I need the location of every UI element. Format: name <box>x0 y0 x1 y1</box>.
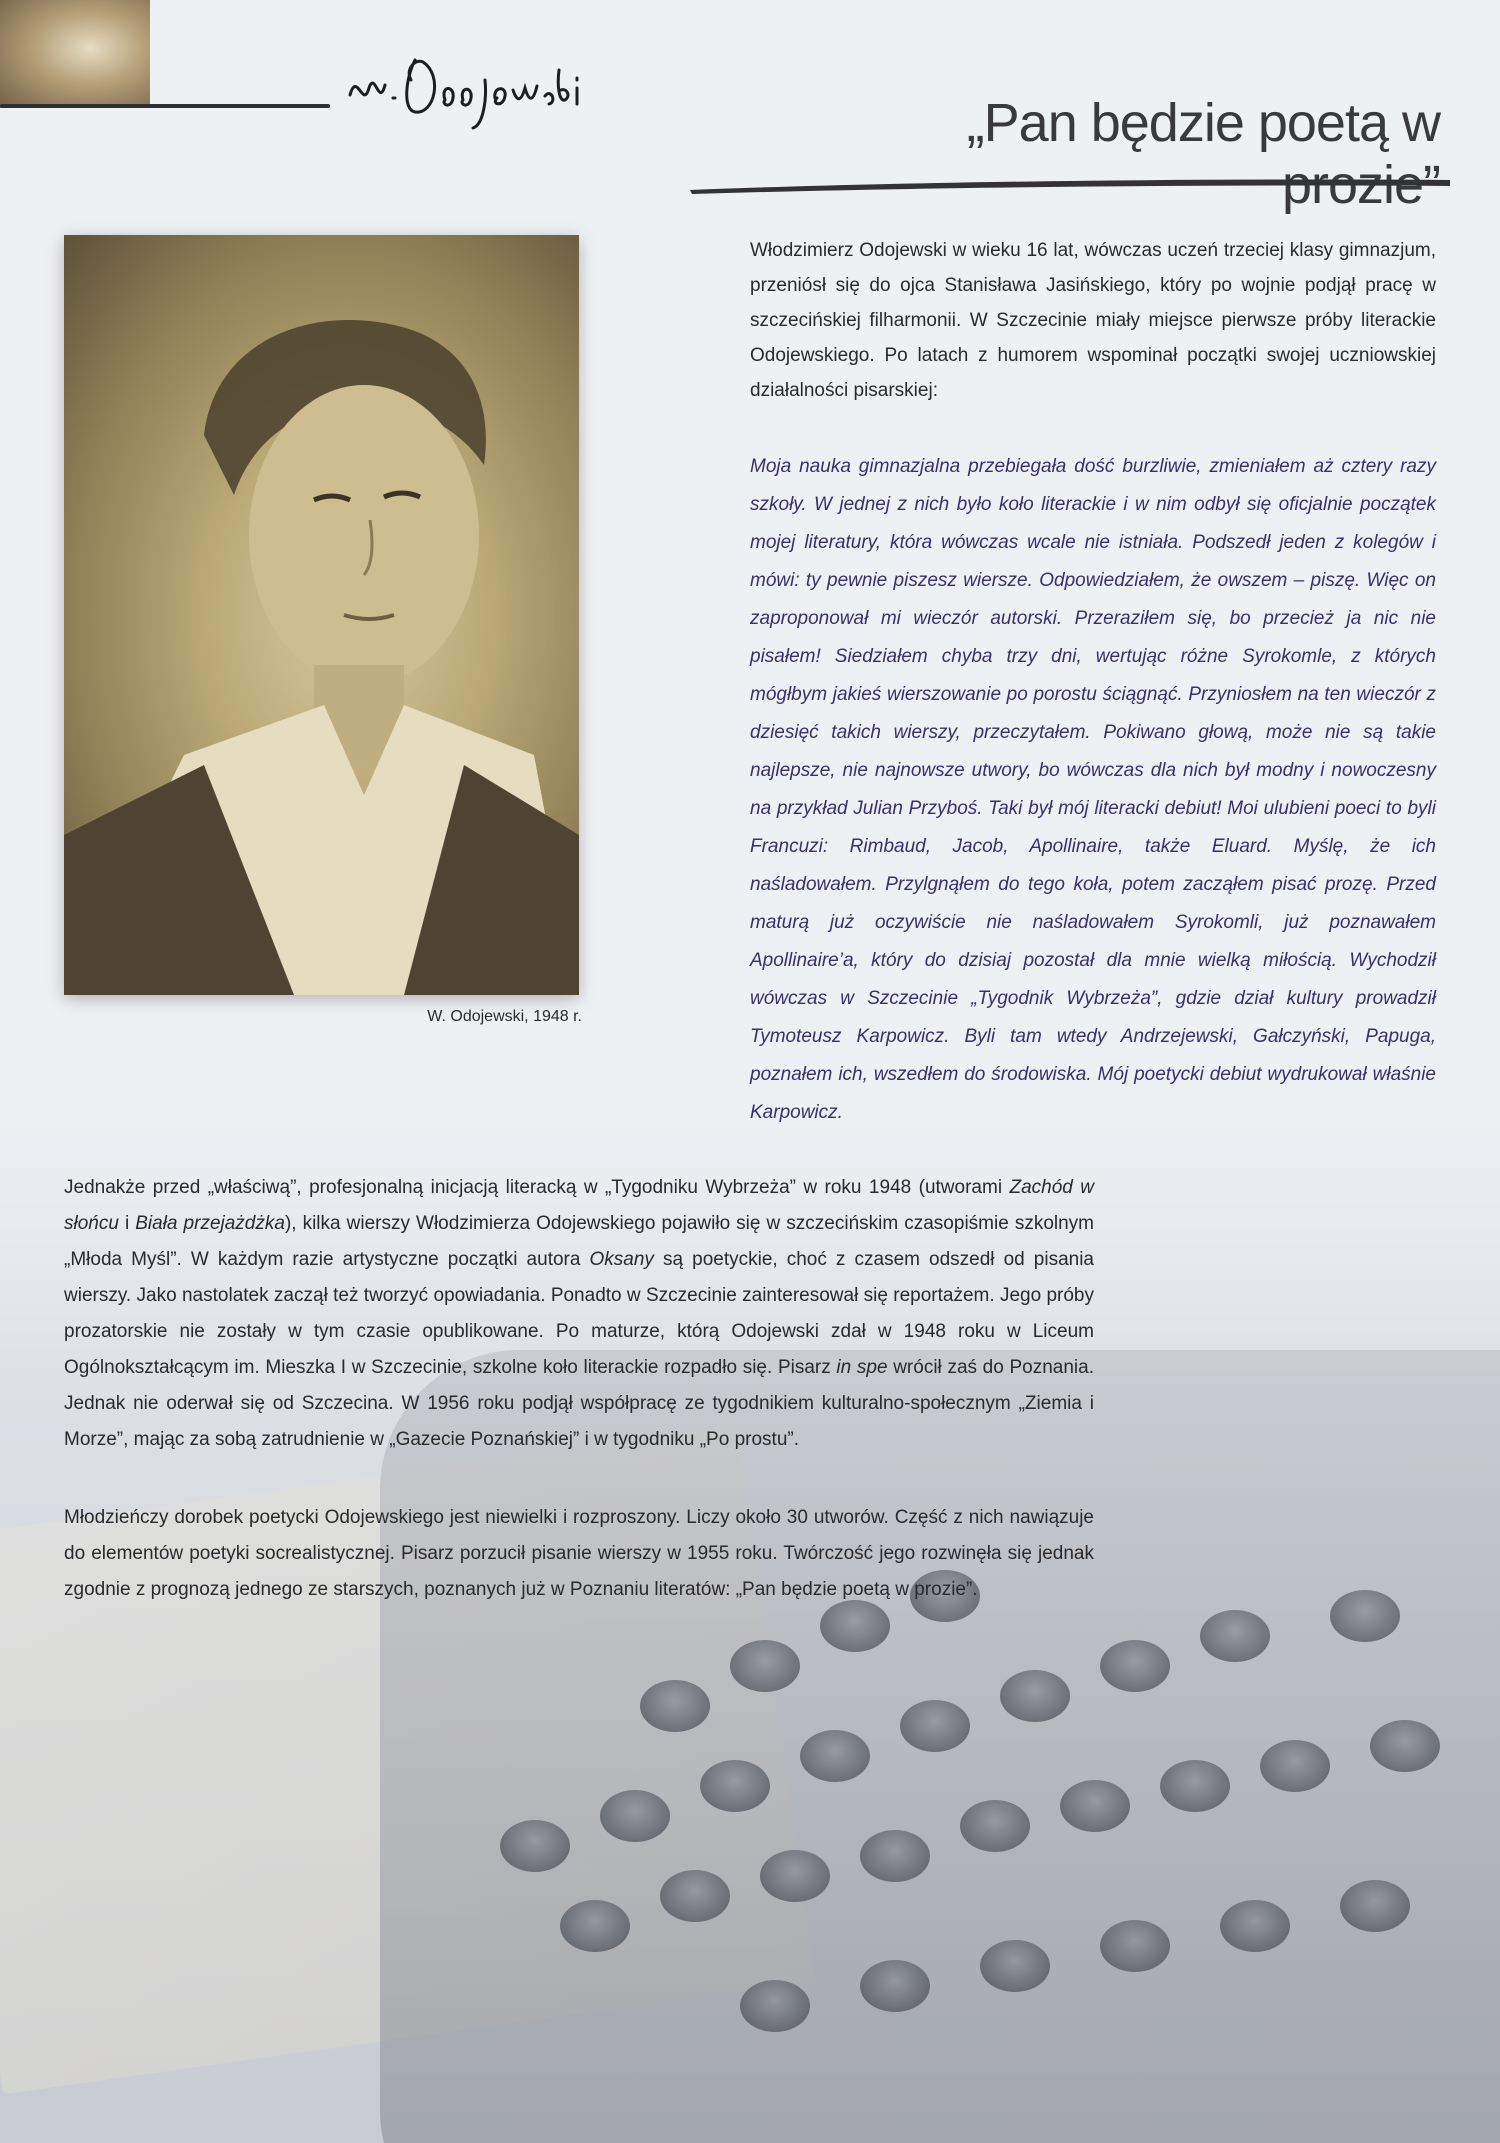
typewriter-key <box>860 1960 930 2012</box>
typewriter-key <box>500 1820 570 1872</box>
typewriter-key <box>1000 1670 1070 1722</box>
title-oksany: Oksany <box>589 1249 654 1270</box>
quote-paragraph: Moja nauka gimnazjalna przebiegała dość burzliwie, zmieniałem aż cztery razy szkoły. W jednej z nich było koło literackie i w nim odbył się oficjalnie początek mojej literatury, która wówczas wcale nie istniała. Podszedł jeden z kolegów i mówi: ty pewnie piszesz wiersze. Odpowiedziałem, że owszem – piszę. Więc on zaproponował mi wieczór autorski. Przeraziłem się, bo przecież ja nic nie pisałem! Siedziałem chyba trzy dni, wertując różne Syrokomle, z których mógłbym jakieś wierszowanie po porostu ściągnąć. Przyniosłem na ten wieczór z dziesięć takich wierszy, przeczytałem. Pokiwano głową, może nie są takie najlepsze, nie najnowsze utwory, bo wówczas dla nich był modny i nowoczesny na przykład Julian Przyboś. Taki był mój literacki debiut! Moi ulubieni poeci to byli Francuzi: Rimbaud, Jacob, Apollinaire, także Eluard. Myślę, że ich naśladowałem. Przylgnąłem do tego koła, potem zacząłem pisać prozę. Przed maturą już oczywiście nie naśladowałem Syrokomli, już poznawałem Apollinaire’a, który do dzisiaj pozostał dla mnie wielką miłością. Wychodził wówczas w Szczecinie „Tygodnik Wybrzeża”, gdzie dział kultury prowadził Tymoteusz Karpowicz. Byli tam wtedy Andrzejewski, Gałczyński, Papuga, poznałem ich, wszedłem do środowiska. Mój poetycki debiut wydrukował właśnie Karpowicz. <box>750 456 1436 1123</box>
header-portrait-thumbnail <box>0 0 150 108</box>
typewriter-key <box>960 1800 1030 1852</box>
text-run: są poetyckie, choć z czasem odszedł od pisania wierszy. Jako nastolatek zaczął też tworzyć opowiadania. Ponadto w Szczecinie zainteresował się reportażem. Jego próby prozatorskie nie zostały w tym czasie opublikowane. Po maturze, którą Odojewski zdał w 1948 roku w Liceum Ogólnokształcącym im. Mieszka I w Szczecinie, szkolne koło literackie rozpadło się. Pisarz <box>64 1249 1094 1378</box>
typewriter-key <box>1060 1780 1130 1832</box>
typewriter-key <box>1340 1880 1410 1932</box>
header-divider <box>0 104 330 108</box>
typewriter-key <box>800 1730 870 1782</box>
typewriter-key <box>1100 1920 1170 1972</box>
text-run: i <box>118 1213 136 1234</box>
typewriter-key <box>660 1870 730 1922</box>
typewriter-key <box>1100 1640 1170 1692</box>
intro-paragraph: Włodzimierz Odojewski w wieku 16 lat, wówczas uczeń trzeciej klasy gimnazjum, przeniósł się do ojca Stanisława Jasińskiego, który po wojnie podjął pracę w szczecińskiej filharmonii. W Szczecinie miały miejsce pierwsze próby literackie Odojewskiego. Po latach z humorem wspominał początki swojej uczniowskiej działalności pisarskiej: <box>750 240 1436 401</box>
typewriter-key <box>1370 1720 1440 1772</box>
typewriter-key <box>860 1830 930 1882</box>
signature-image <box>345 40 595 130</box>
typewriter-key <box>560 1900 630 1952</box>
typewriter-key <box>1260 1740 1330 1792</box>
page-title: „Pan będzie poetą w prozie” <box>966 93 1440 215</box>
portrait-photo <box>64 235 579 995</box>
title-underline <box>690 178 1450 194</box>
typewriter-key <box>1330 1590 1400 1642</box>
title-zachod-w-sloncu: Zachód w słońcu <box>64 1177 1094 1234</box>
typewriter-key <box>730 1640 800 1692</box>
typewriter-key <box>640 1680 710 1732</box>
text-run: wrócił zaś do Poznania. Jednak nie oderwał się od Szczecina. W 1956 roku podjął współpracę ze tygodnikiem kulturalno-społecznym „Ziemia i Morze”, mając za sobą zatrudnienie w „Gazecie Poznańskiej” i w tygodniku „Po prostu”. <box>64 1357 1094 1450</box>
title-biala-przejazdzka: Biała przejażdżka <box>135 1213 285 1234</box>
typewriter-key <box>700 1760 770 1812</box>
phrase-in-spe: in spe <box>836 1357 888 1378</box>
typewriter-key <box>740 1980 810 2032</box>
text-run: ), kilka wierszy Włodzimierza Odojewskiego pojawiło się w szczecińskim czasopiśmie szkolnym „Młoda Myśl”. W każdym razie artystyczne początki autora <box>64 1213 1095 1270</box>
typewriter-key <box>1200 1610 1270 1662</box>
typewriter-key <box>760 1850 830 1902</box>
typewriter-key <box>900 1700 970 1752</box>
typewriter-key <box>1160 1760 1230 1812</box>
typewriter-key <box>980 1940 1050 1992</box>
typewriter-key <box>600 1790 670 1842</box>
typewriter-key <box>1220 1900 1290 1952</box>
photo-caption: W. Odojewski, 1948 r. <box>427 1008 582 1025</box>
body-paragraph-1 <box>64 1170 1094 1458</box>
body-paragraph-2: Młodzieńczy dorobek poetycki Odojewskiego jest niewielki i rozproszony. Liczy około 30 utworów. Część z nich nawiązuje do elementów poetyki socrealistycznej. Pisarz porzucił pisanie wierszy w 1955 roku. Twórczość jego rozwinęła się jednak zgodnie z prognozą jednego ze starszych, poznanych już w Poznaniu literatów: „Pan będzie poetą w prozie”. <box>64 1507 1094 1600</box>
text-run: Jednakże przed „właściwą”, profesjonalną inicjacją literacką w „Tygodniku Wybrzeża” w roku 1948 (utworami <box>64 1177 1010 1198</box>
